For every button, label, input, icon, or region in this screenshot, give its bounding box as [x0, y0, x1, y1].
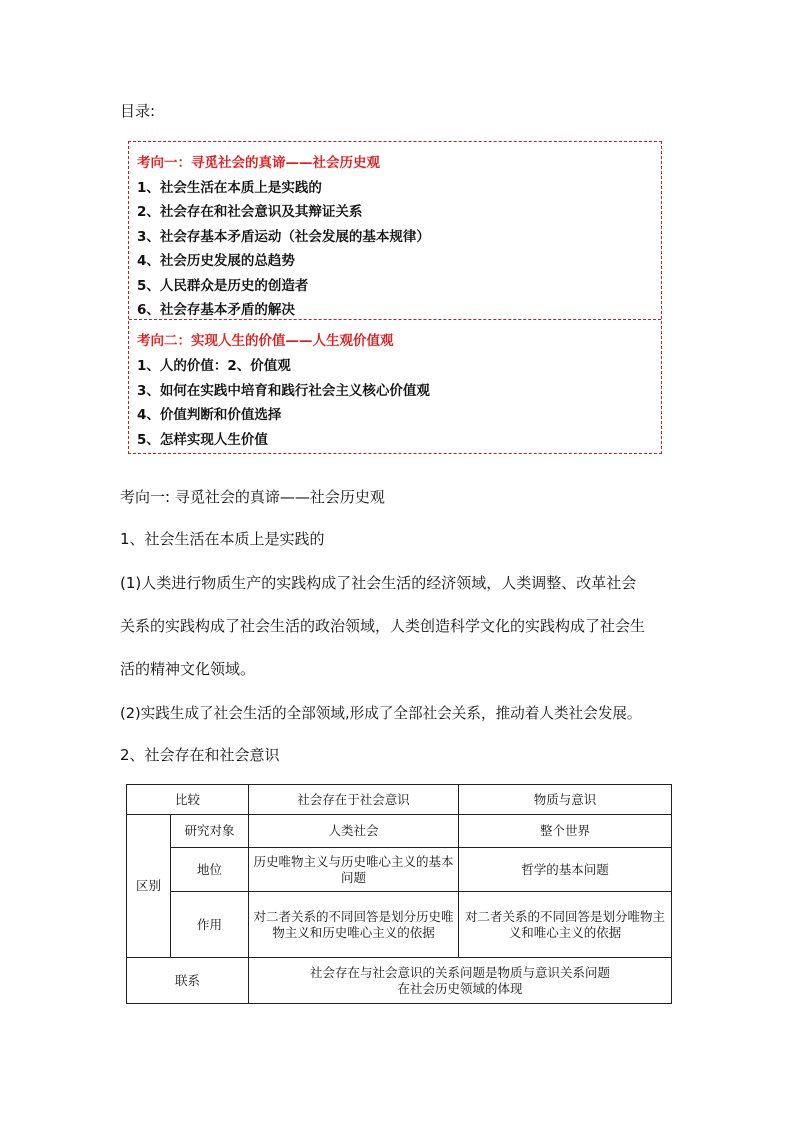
- paragraph-1-line: 活的精神文化领域。: [120, 660, 256, 678]
- table-row: [127, 892, 672, 958]
- header-col1: 社会存在于社会意识: [249, 785, 459, 815]
- table-row: [127, 815, 672, 848]
- toc-box: [128, 141, 662, 454]
- paragraph-1-line: 关系的实践构成了社会生活的政治领域，人类创造科学文化的实践构成了社会生: [120, 617, 646, 635]
- comparison-table: [126, 784, 672, 1004]
- row-cell: 对二者关系的不同回答是划分唯物主义和唯心主义的依据: [459, 892, 672, 958]
- toc-item: 5、人民群众是历史的创造者: [137, 278, 309, 294]
- link-text: [249, 958, 672, 1004]
- toc-item: 5、怎样实现人生价值: [137, 432, 268, 448]
- toc-item: 3、社会存基本矛盾运动（社会发展的基本规律）: [137, 229, 430, 245]
- link-text-line: 社会存在与社会意识的关系问题是物质与意识关系问题: [310, 964, 611, 980]
- toc-item: 4、社会历史发展的总趋势: [137, 253, 295, 269]
- row-label: 地位: [171, 848, 249, 892]
- row-cell: 整个世界: [459, 815, 672, 848]
- row-cell: 哲学的基本问题: [459, 848, 672, 892]
- row-cell: 对二者关系的不同回答是划分历史唯物主义和历史唯心主义的依据: [249, 892, 459, 958]
- row-cell: 历史唯物主义与历史唯心主义的基本问题: [249, 848, 459, 892]
- paragraph-1-line: (1)人类进行物质生产的实践构成了社会生活的经济领域，人类调整、改革社会: [120, 574, 637, 592]
- paragraph-2: (2)实践生成了社会生活的全部领域,形成了全部社会关系，推动着人类社会发展。: [120, 705, 642, 722]
- row-cell: 人类社会: [249, 815, 459, 848]
- row-label: 研究对象: [171, 815, 249, 848]
- table-row-link: [127, 958, 672, 1004]
- toc-item: 1、人的价值：2、价值观: [137, 358, 291, 374]
- toc-item: 2、社会存在和社会意识及其辩证关系: [137, 204, 363, 220]
- heading-1: 1、社会生活在本质上是实践的: [120, 530, 325, 548]
- heading-2: 2、社会存在和社会意识: [120, 746, 280, 764]
- table-header-row: [127, 785, 672, 815]
- link-text-line: 在社会历史领域的体现: [397, 980, 523, 996]
- link-label: 联系: [127, 958, 249, 1004]
- section-title: 考向一: 寻觅社会的真谛——社会历史观: [120, 488, 385, 506]
- toc-item: 4、价值判断和价值选择: [137, 407, 282, 423]
- toc-section1-title: 考向一：寻觅社会的真谛——社会历史观: [137, 155, 380, 171]
- group-label-distinction: 区别: [127, 815, 171, 958]
- toc-item: 6、社会存基本矛盾的解决: [137, 302, 295, 318]
- header-col2: 物质与意识: [459, 785, 672, 815]
- toc-section2-title: 考向二：实现人生的价值——人生观价值观: [137, 333, 394, 349]
- header-compare: 比较: [127, 785, 249, 815]
- toc-item: 3、如何在实践中培育和践行社会主义核心价值观: [137, 383, 430, 399]
- toc-divider: [129, 319, 661, 320]
- toc-heading: 目录:: [120, 102, 156, 120]
- toc-item: 1、社会生活在本质上是实践的: [137, 180, 322, 196]
- table-row: [127, 848, 672, 892]
- row-label: 作用: [171, 892, 249, 958]
